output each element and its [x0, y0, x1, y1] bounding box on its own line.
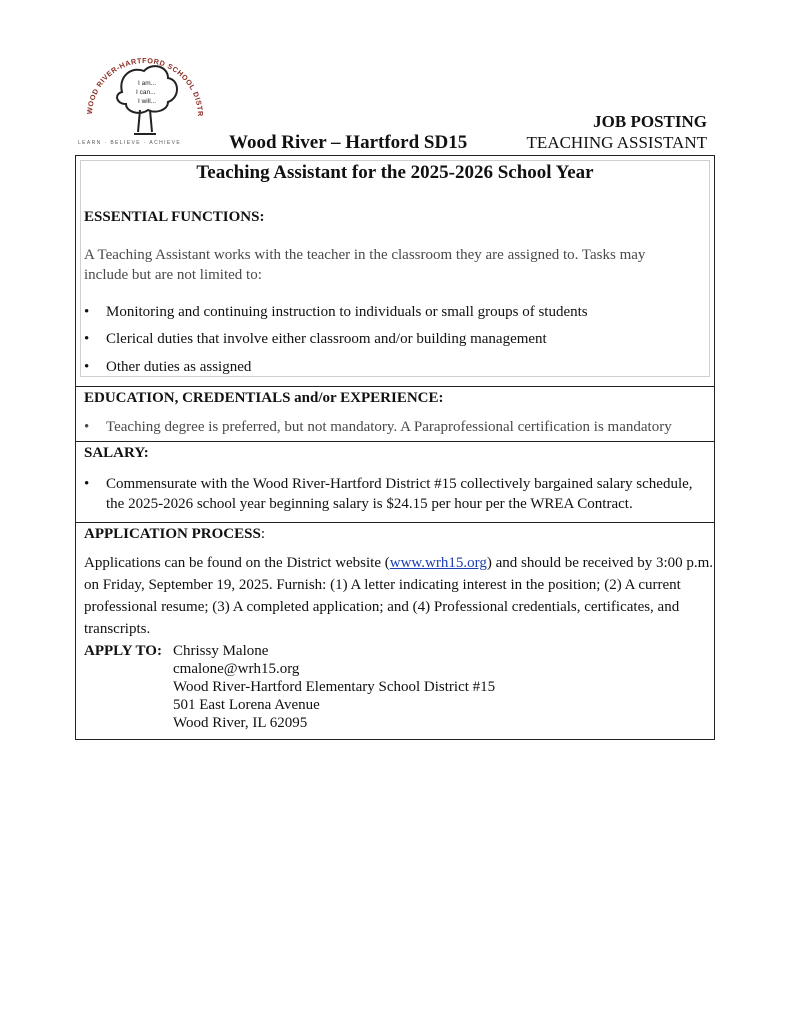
application-instructions: Applications can be found on the District website (www.wrh15.org) and should be received by 3:00 p.m. on Friday, September 19, 2025. Furnish: (1) A letter indicating interest in the position; (2) A current professional resume; (3) A completed application; and (4) Professional credentials, certificates, and transcripts. [84, 555, 714, 637]
contact-city: Wood River, IL 62095 [173, 715, 308, 731]
bullet-icon: • [84, 419, 90, 435]
logo-tree-line-3: I will... [138, 98, 157, 105]
posting-table [75, 155, 715, 740]
job-posting-label: JOB POSTING [593, 112, 707, 131]
logo-ring-text: WOOD RIVER-HARTFORD SCHOOL DISTR [84, 55, 206, 118]
bullet-icon: • [84, 476, 90, 492]
application-heading: APPLICATION PROCESS: [84, 526, 266, 542]
contact-email[interactable]: cmalone@wrh15.org [173, 661, 300, 677]
contact-street: 501 East Lorena Avenue [173, 697, 320, 713]
job-posting-title: TEACHING ASSISTANT [526, 133, 707, 152]
bullet-icon: • [84, 331, 90, 347]
district-logo [70, 46, 220, 150]
list-item: • Commensurate with the Wood River-Hartford District #15 collectively bargained salary schedule, the 2025-2026 school year beginning salary is $24.15 per hour per the WREA Contract. [84, 476, 693, 512]
salary-heading: SALARY: [84, 445, 149, 461]
essential-functions-heading: ESSENTIAL FUNCTIONS: [84, 209, 265, 225]
district-website-link[interactable]: www.wrh15.org [389, 555, 487, 571]
contact-organization: Wood River-Hartford Elementary School District #15 [173, 679, 496, 695]
apply-to-label: APPLY TO: [84, 643, 162, 659]
essential-functions-section [76, 156, 714, 387]
education-heading: EDUCATION, CREDENTIALS and/or EXPERIENCE: [84, 390, 444, 406]
salary-section [76, 442, 714, 523]
list-item: • Other duties as assigned [84, 359, 252, 375]
list-item: • Monitoring and continuing instruction to individuals or small groups of students [84, 304, 588, 320]
list-item: • Teaching degree is preferred, but not mandatory. A Paraprofessional certification is mandatory [84, 419, 672, 435]
logo-motto: LEARN · BELIEVE · ACHIEVE [78, 140, 182, 146]
logo-tree-line-1: I am... [138, 80, 157, 87]
application-section [76, 523, 714, 739]
education-section [76, 387, 714, 442]
logo-tree-line-2: I can... [136, 89, 156, 96]
contact-name: Chrissy Malone [173, 643, 269, 659]
district-name: Wood River – Hartford SD15 [229, 132, 468, 153]
bullet-icon: • [84, 359, 90, 375]
essential-functions-intro: A Teaching Assistant works with the teacher in the classroom they are assigned to. Tasks may include but are not limited to: [84, 247, 646, 283]
list-item: • Clerical duties that involve either classroom and/or building management [84, 331, 547, 347]
posting-heading: Teaching Assistant for the 2025-2026 School Year [196, 162, 594, 183]
bullet-icon: • [84, 304, 90, 320]
